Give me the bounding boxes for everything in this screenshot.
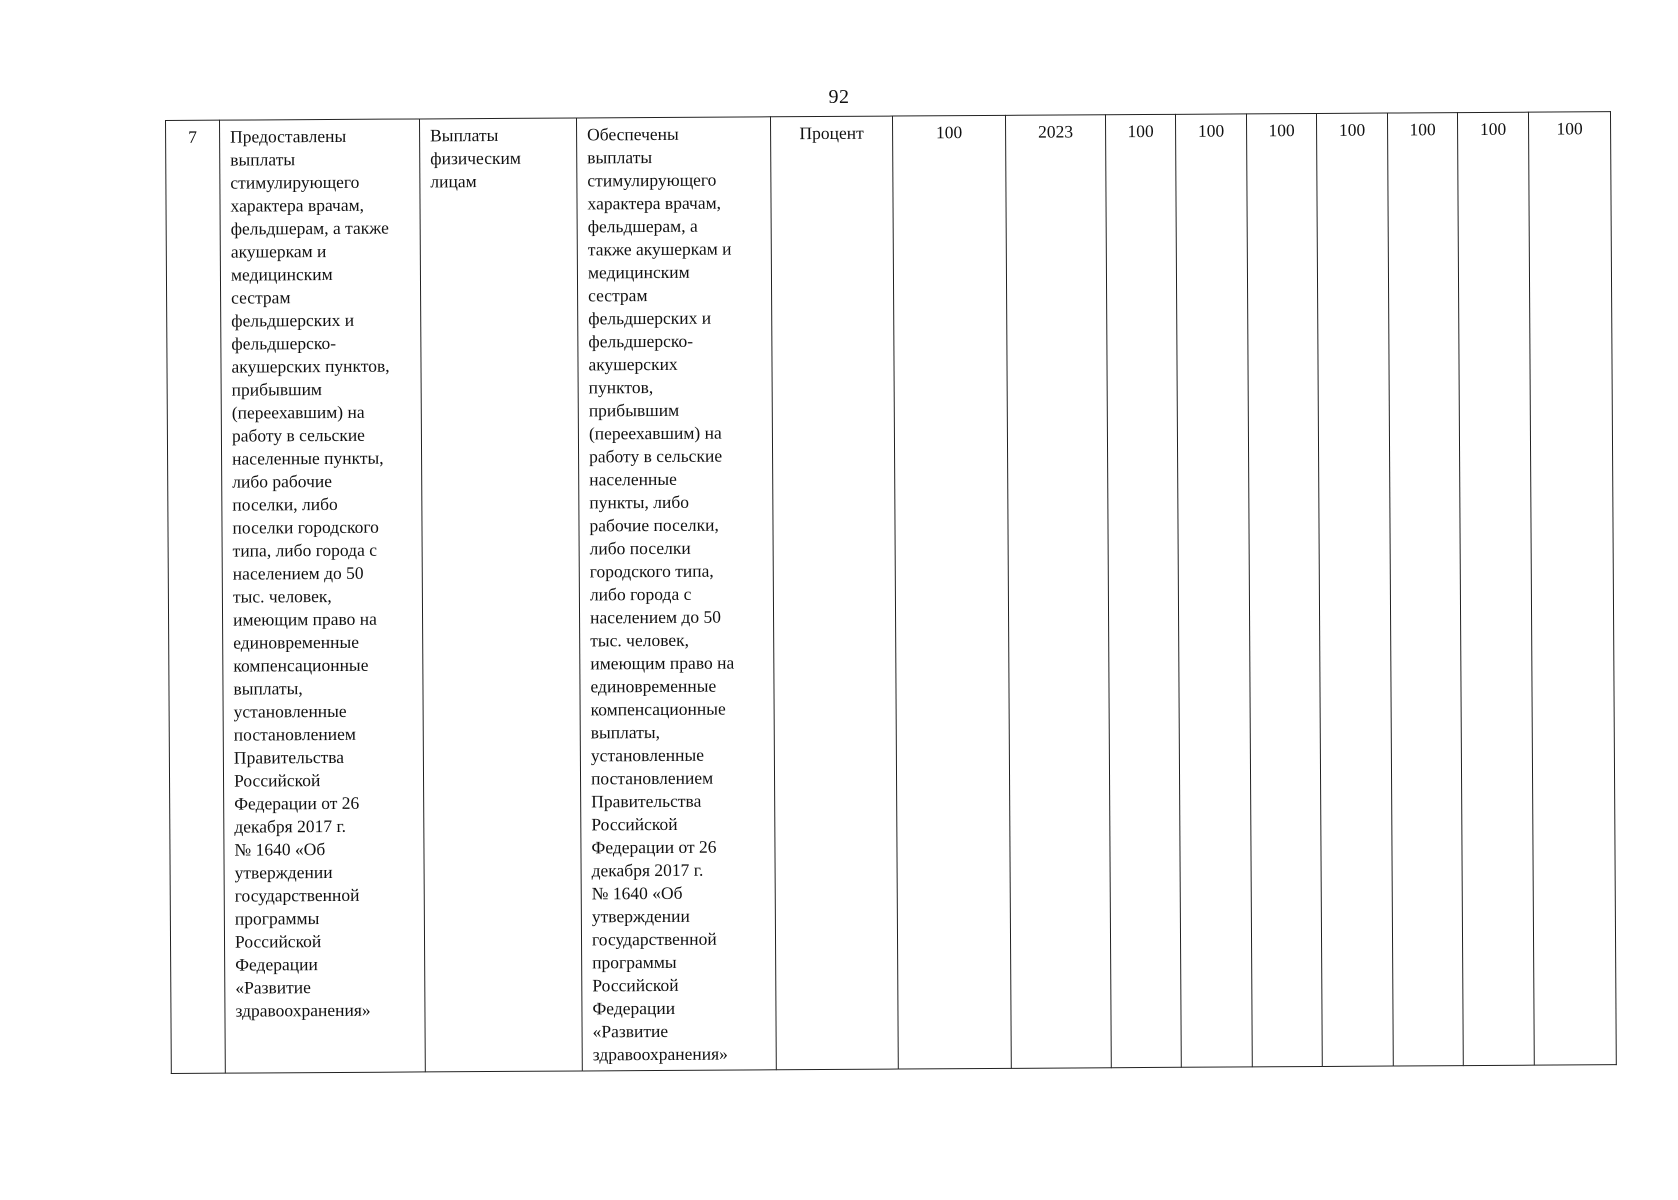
result-text: Предоставлены выплаты стимулирующего характера врачам, фельдшерам, а также акушеркам и медицинским сестрам фельдшерских и фельдшерско- акушерских пунктов, прибывшим (переехавшим) на работу в сельские населенные пункты, либо рабочие поселки, либо поселки городского типа, либо города с населением до 50 тыс. человек, имеющим право на единовременные компенсационные выплаты, установленные постановлением Правительства Российской Федерации от 26 декабря 2017 г. № 1640 «Об утверждении государственной программы Российской Федерации «Развитие здравоохранения»: [230, 125, 390, 1021]
results-table: [165, 111, 1617, 1074]
value-1: 100: [1127, 120, 1154, 142]
value-cell-3: [1246, 113, 1322, 1066]
indicator-text: Обеспечены выплаты стимулирующего характера врачам, фельдшерам, а также акушеркам и медицинским сестрам фельдшерских и фельдшерско- акушерских пунктов, прибывшим (переехавшим) на работу в сельские населенные пункты, либо рабочие поселки, либо поселки городского типа, либо города с населением до 50 тыс. человек, имеющим право на единовременные компенсационные выплаты, установленные постановлением Правительства Российской Федерации от 26 декабря 2017 г. № 1640 «Об утверждении государственной программы Российской Федерации «Развитие здравоохранения»: [587, 123, 735, 1065]
value-2: 100: [1197, 120, 1225, 141]
base-value-cell: [892, 115, 1011, 1069]
base-year: 2023: [1038, 121, 1074, 142]
page-number: 92: [828, 86, 850, 108]
base-year-cell: [1005, 115, 1111, 1069]
value-cell-2: [1175, 114, 1252, 1067]
base-value: 100: [935, 122, 963, 143]
value-cell-4: [1316, 113, 1393, 1066]
table-row: [166, 112, 1617, 1074]
unit-cell: [770, 116, 898, 1070]
value-4: 100: [1338, 119, 1366, 140]
value-6: 100: [1479, 118, 1507, 139]
row-index-cell: [166, 120, 226, 1073]
row-index: 7: [188, 126, 198, 147]
value-7: 100: [1556, 118, 1583, 139]
result-cell: [220, 119, 426, 1073]
value-cell-7: [1528, 112, 1616, 1065]
results-table-wrapper: [165, 111, 1616, 1074]
value-5: 100: [1409, 119, 1436, 140]
value-cell-5: [1387, 113, 1463, 1066]
value-3: 100: [1268, 120, 1295, 141]
value-cell-1: [1105, 114, 1181, 1067]
value-cell-6: [1457, 112, 1534, 1065]
unit-text: Процент: [799, 122, 864, 144]
indicator-cell: [576, 117, 776, 1071]
type-cell: [419, 118, 582, 1072]
type-text: Выплаты физическим лицам: [430, 124, 522, 192]
